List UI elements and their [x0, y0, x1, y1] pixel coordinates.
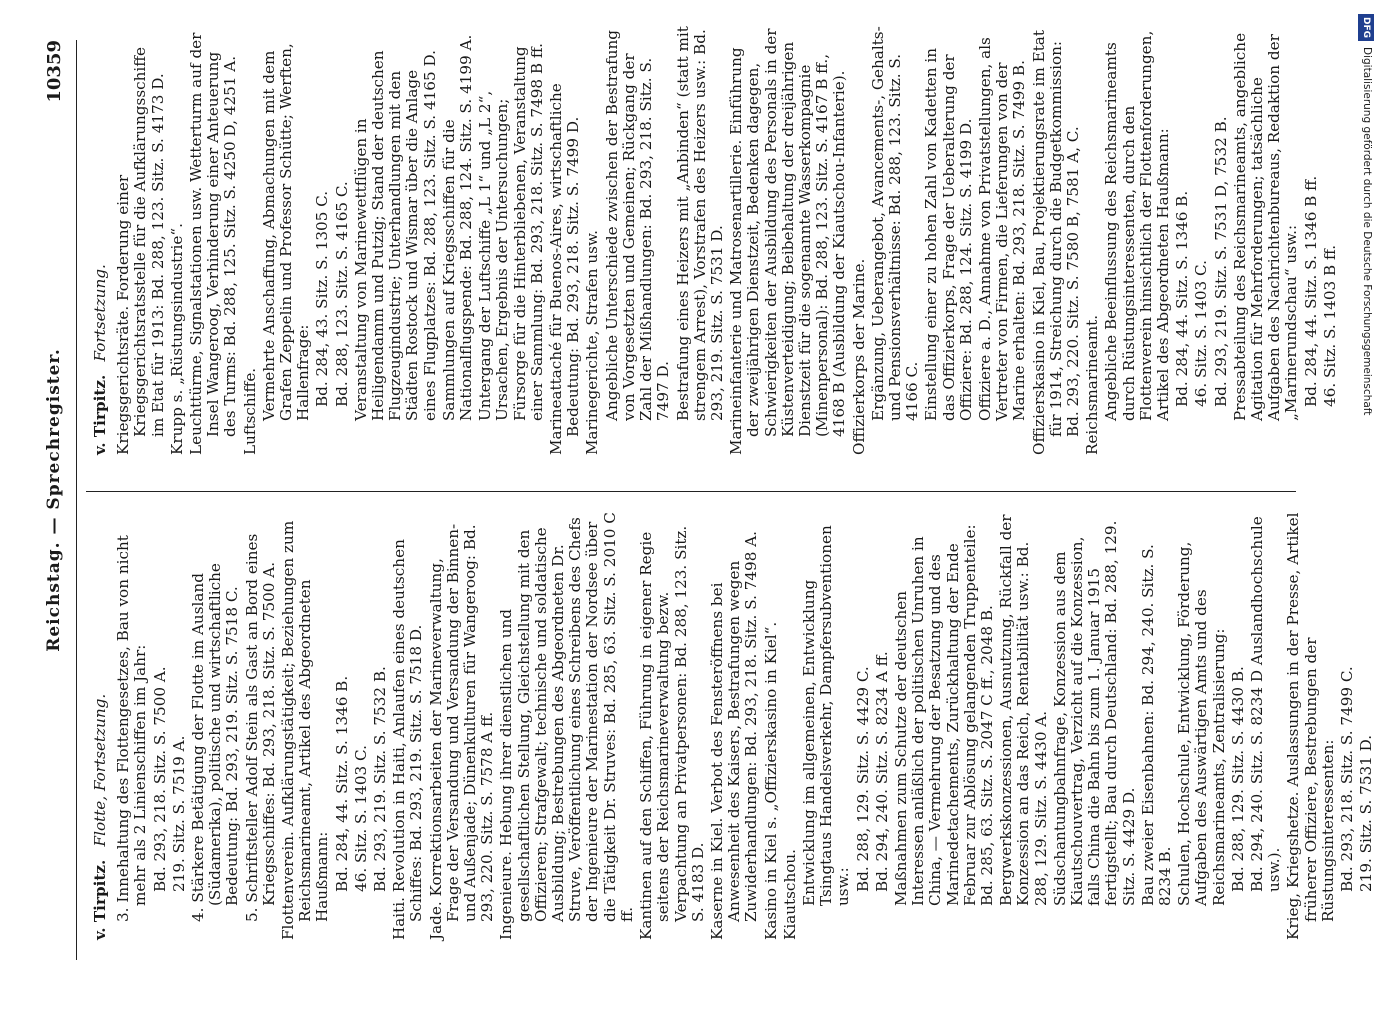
digitization-credit: [1344, 0, 1374, 1014]
page-header: [40, 40, 77, 960]
index-entry: Bd. 288, 123. Sitz. S. 4165 C.: [332, 181, 351, 407]
right-entries: [115, 25, 1339, 455]
digitization-text: Digitalisierung gefördert durch die Deutsche Forschungsgemeinschaft: [1361, 47, 1373, 416]
index-entry: Bd. 293, 219. Sitz. S. 7532 B.: [371, 666, 390, 892]
left-column-heading: [92, 510, 109, 940]
index-entry: Marineinfanterie und Matrosenartillerie. Einführung der zweijährigen Dienstzeit, Bedenken dagegen, Schwierigkeiten der Ausbildung des Personals in der Küstenverteidigung; Beibehaltung der dreijährigen Dienstzeit für die sogenannte Wasserkompagnie (Minenpersonal): Bd. 288, 123. Sitz. S. 4167 B ff., 4168 B (Ausbildung der Kiautschou-Infanterie).: [727, 28, 849, 455]
index-entry: 46. Sitz. S. 1403 C.: [1192, 260, 1211, 407]
index-entry: 3. Innehaltung des Flottengesetzes, Bau von nicht mehr als 2 Linienschiffen im Jahr:: [114, 535, 150, 922]
digitization-sidebar: [1352, 0, 1382, 1000]
right-column-heading: [92, 25, 109, 455]
index-entry: Bestrafung eines Heizers mit „Anbinden“ (statt mit strengem Arrest), Vorstrafen des Heizers usw.: Bd. 293, 219. Sitz. S. 7531 D.: [673, 26, 726, 421]
index-entry: 46. Sitz. S. 1403 B ff.: [1320, 244, 1339, 407]
index-entry: Bd. 288, 129. Sitz. S. 4429 C.: [853, 666, 872, 892]
index-entry: Bau zweier Eisenbahnen: Bd. 294, 240. Sitz. S. 8234 B.: [1138, 544, 1174, 906]
index-entry: Reichsmarineamt.: [1083, 314, 1102, 455]
index-entry: Veranstaltung von Marinewettflügen in Heiligendamm und Putzig; Stand der deutschen Flugzeugindustrie; Unterhandlungen mit den Städten Rostock und Wismar über die Anlage eines Flugplatzes: Bd. 288, 123. Sitz. S. 4165 D.: [351, 50, 439, 421]
index-entry: 4. Stärkere Betätigung der Flotte im Ausland (Südamerika), politische und wirtschaftliche Bedeutung: Bd. 293, 219. Sitz. S. 7518 C.: [189, 563, 242, 922]
right-heading-name: v. Tirpitz.: [91, 374, 109, 455]
index-entry: 46. Sitz. S. 1403 C.: [351, 745, 370, 892]
index-entry: Bd. 284, 44. Sitz. S. 1346 B.: [1173, 190, 1192, 407]
index-entry: Offiziere a. D., Annahme von Privatstellungen, als Vertreter von Firmen, die Lieferungen von der Marine erhalten: Bd. 293, 218. Sitz. S. 7499 B.: [975, 37, 1029, 421]
index-entry: Jade. Korrektionsarbeiten der Marineverwaltung, Frage der Versandung und Versandung der Binnen- und Außenjade; Dünenkulturen für Wangeroog: Bd. 293, 220. Sitz. S. 7578 A ff.: [426, 523, 497, 940]
dfg-logo: DFG: [1358, 14, 1374, 41]
right-heading-continuation: Fortsetzung.: [91, 264, 109, 362]
index-entry: Bergwerkskonzessionen, Ausnutzung, Rückfall der Konzession an das Reich, Rentabilität usw.: Bd. 288, 129. Sitz. S. 4430 A.: [997, 514, 1050, 906]
page-number: 10359: [44, 40, 65, 103]
index-entry: Luftschiffe.: [240, 367, 259, 455]
index-entry: Kiautschou.: [780, 849, 799, 940]
index-entry: Einstellung einer zu hohen Zahl von Kadetten in das Offizierkorps, Frage der Ueberalterung der Offiziere: Bd. 288, 124. Sitz. S. 4199 D.: [922, 47, 975, 421]
index-entry: Haiti. Revolution in Haiti, Anlaufen eines deutschen Schiffes: Bd. 293, 219. Sitz. S. 7518 D.: [390, 539, 426, 940]
column-divider: [86, 491, 1296, 492]
index-entry: Vermehrte Anschaffung, Abmachungen mit dem Grafen Zeppelin und Professor Schütte; Werften, Hallenfrage:: [259, 43, 313, 421]
index-entry: Bd. 284, 44. Sitz. S. 1346 B.: [332, 675, 351, 892]
index-entry: 5. Schriftsteller Adolf Stein als Gast an Bord eines Kriegsschiffes: Bd. 293, 218. Sitz. S. 7500 A.: [242, 533, 278, 922]
left-entries: [115, 510, 1375, 940]
index-entry: Ergänzung, Ueberangebot, Avancements-, Gehalts- und Pensionsverhältnisse: Bd. 288, 123. Sitz. S. 4166 C.: [868, 26, 922, 421]
right-column: [92, 25, 1341, 455]
index-entry: Bd. 284, 43. Sitz. S. 1305 C.: [313, 190, 332, 407]
index-entry: Bd. 284, 44. Sitz. S. 1346 B ff.: [1301, 175, 1320, 407]
index-entry: Angebliche Unterschiede zwischen der Bestrafung von Vorgesetzten und Gemeinen; Rückgang der Zahl der Mißhandlungen: Bd. 293, 218. Sitz. S. 7497 D.: [602, 30, 673, 421]
left-heading-continuation: Flotte, Fortsetzung.: [91, 693, 109, 847]
index-entry: Entwicklung im allgemeinen, Entwicklung Tsingtaus Handelsverkehr, Dampfersubventionen usw.:: [799, 525, 853, 906]
index-entry: Leuchttürme, Signalstationen usw. Wetterturm auf der Insel Wangeroog, Verhinderung einer Anteuerung des Turms: Bd. 288, 125. Sitz. S. 4250 D, 4251 A.: [187, 32, 240, 455]
index-entry: Schulen, Hochschule, Entwicklung, Förderung, Aufgaben des Auswärtigen Amts und des Reichsmarineamts, Zentralisierung:: [1175, 541, 1228, 906]
index-entry: Kriegsgerichtsräte. Forderung einer Kriegsgerichtsratsstelle für die Aufklärungsschiffe im Etat für 1913: Bd. 288, 123. Sitz. S. 4173 D.: [114, 46, 167, 455]
page-title: Reichstag. — Sprechregister.: [44, 348, 64, 652]
index-entry: Maßnahmen zum Schutze der deutschen Interessen anläßlich der politischen Unruhen in China, — Vermehrung der Besatzung und des Marinedetachements, Zurückhaltung der Ende Februar zur Ablösung gelangenden Truppenteile: Bd. 285, 63. Sitz. S. 2047 C ff., 2048 B.: [891, 524, 996, 906]
left-column: [92, 510, 1377, 940]
index-entry: Bd. 293, 219. Sitz. S. 7531 D, 7532 B.: [1211, 116, 1230, 407]
index-entry: Kaserne in Kiel. Verbot des Fensteröffnens bei Anwesenheit des Kaisers, Bestrafungen wegen Zuwiderhandlungen: Bd. 293, 218. Sitz. S. 7498 A.: [707, 531, 761, 940]
index-entry: 219. Sitz. S. 7531 D.: [1357, 734, 1376, 892]
index-entry: Offizierskasino in Kiel, Bau, Projektierungsrate im Etat für 1914, Streichung durch die Budgetkommission: Bd. 293, 220. Sitz. S. 7580 B, 7581 A, C.: [1029, 30, 1082, 455]
index-entry: Angebliche Beeinflussung des Reichsmarineamts durch Rüstungsinteressenten, durch den Flottenverein hinsichtlich der Flottenforderungen, Artikel des Abgeordneten Haußmann:: [1102, 30, 1172, 421]
index-entry: Bd. 294, 240. Sitz. S. 8234 A ff.: [872, 651, 891, 892]
index-entry: Bd. 293, 218. Sitz. S. 7499 C.: [1338, 666, 1357, 892]
index-entry: Marinegerichte, Strafen usw.: [583, 230, 602, 455]
index-entry: Untergang der Luftschiffe „L 1“ und „L 2“, Ursachen, Ergebnis der Untersuchungen; Fürsorge für die Hinterbliebenen, Veranstaltung einer Sammlung: Bd. 293, 218. Sitz. S. 7498 B ff.: [476, 43, 546, 421]
index-entry: Bd. 293, 218. Sitz. S. 7500 A.: [150, 666, 169, 892]
index-entry: Ingenieure. Hebung ihrer dienstlichen und gesellschaftlichen Stellung, Gleichstellung mit den Offizieren; Strafgewalt; technische und soldatische Ausbildung; Bestrebungen des Abgeordneten Dr. Struve, Veröffentlichung eines Schreibens des Chefs der Ingenieure der Marinestation der Nordsee über die Tätigkeit Dr. Struves: Bd. 285, 63. Sitz. S. 2010 C ff.: [497, 512, 636, 940]
index-entry: Bd. 294, 240. Sitz. S. 8234 D Auslandhochschule usw.).: [1248, 516, 1284, 892]
index-entry: Marineattaché für Buenos-Aires, wirtschaftliche Bedeutung: Bd. 293, 218. Sitz. S. 7499 D.: [547, 83, 583, 455]
index-entry: Bd. 288, 129. Sitz. S. 4430 B.: [1228, 666, 1247, 892]
index-entry: Südschantungbahnfrage, Konzession aus dem Kiautschouvertrag, Verzicht auf die Konzession, falls China die Bahn bis zum 1. Januar 1915 fertigstellt; Bau durch Deutschland: Bd. 288, 129. Sitz. S. 4429 D.: [1050, 520, 1138, 906]
index-entry: Krupp s. „Rüstungsindustrie“.: [167, 223, 186, 455]
index-entry: Pressabteilung des Reichsmarineamts, angebliche Agitation für Mehrforderungen; tatsächliche Aufgaben des Nachrichtenbureaus, Redaktion der „Marinerundschau“ usw.:: [1230, 32, 1301, 421]
index-entry: 219. Sitz. S. 7519 A.: [169, 735, 188, 892]
index-entry: Flottenverein. Aufklärungstätigkeit; Beziehungen zum Reichsmarineamt, Artikel des Abgeordneten Haußmann:: [279, 520, 332, 940]
index-entry: Kantinen auf den Schiffen, Führung in eigener Regie seitens der Reichsmarineverwaltung bezw. Verpachtung an Privatpersonen: Bd. 288, 123. Sitz. S. 4183 D.: [637, 525, 707, 940]
left-heading-name: v. Tirpitz.: [91, 859, 109, 940]
index-entry: Krieg, Kriegshetze. Auslassungen in der Presse, Artikel früherer Offiziere, Bestrebungen der Rüstungsinteressenten:: [1284, 512, 1337, 940]
index-entry: Kasino in Kiel s. „Offizierskasino in Kiel“.: [761, 621, 780, 940]
index-entry: Sammlungen auf Kriegsschiffen für die Nationalflugspende: Bd. 288, 124. Sitz. S. 4199 A.: [439, 34, 476, 421]
index-entry: Offizierkorps der Marine.: [849, 258, 868, 455]
